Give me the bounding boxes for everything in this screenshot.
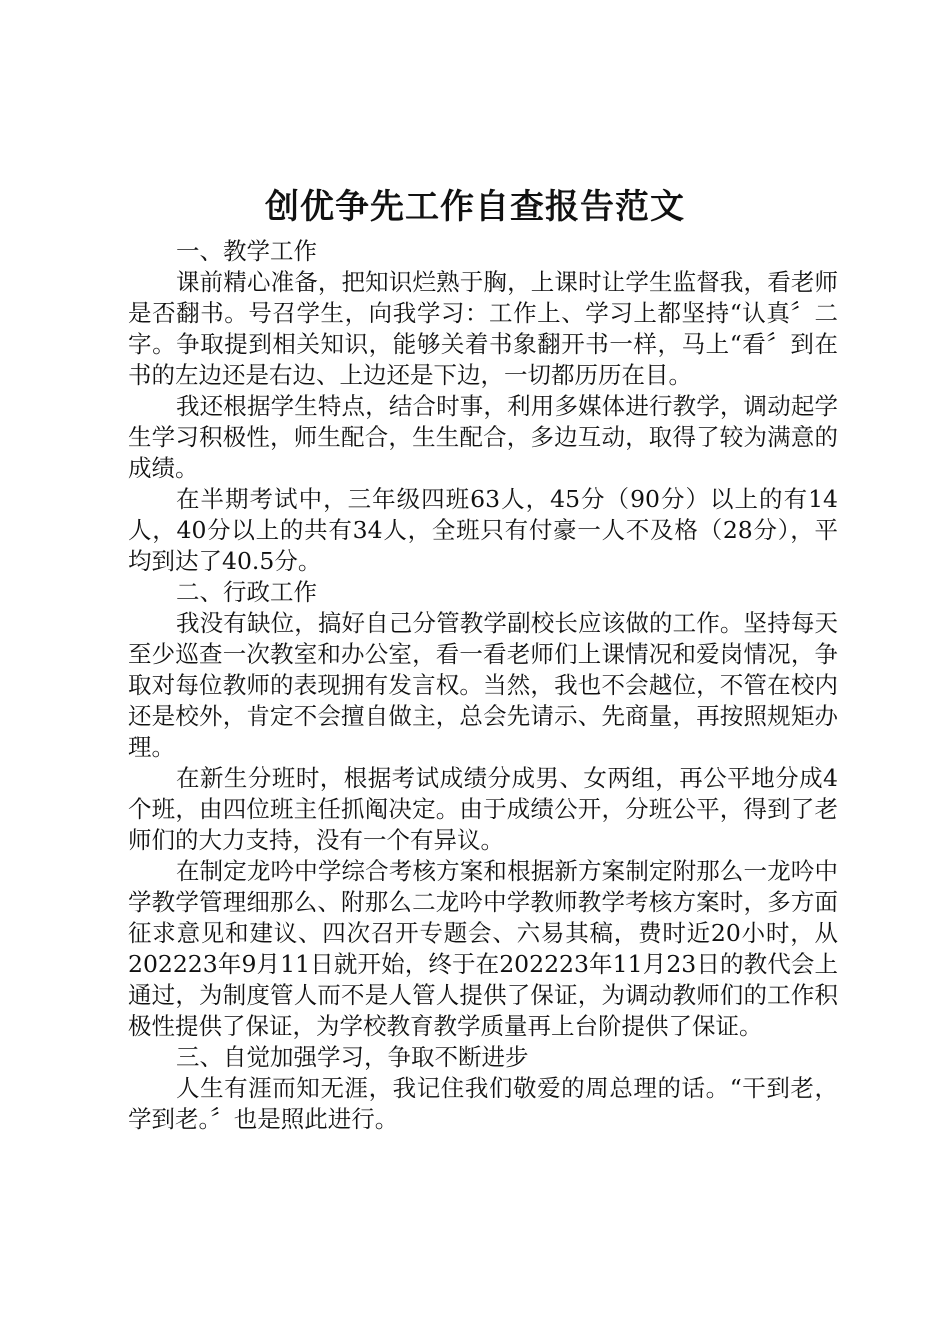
paragraph: 人生有涯而知无涯，我记住我们敬爱的周总理的话。“干到老，学到老。〞也是照此进行。 bbox=[128, 1074, 838, 1133]
document-title: 创优争先工作自查报告范文 bbox=[265, 187, 685, 227]
paragraph: 在新生分班时，根据考试成绩分成男、女两组，再公平地分成4个班，由四位班主任抓阄决定。由于成绩公开，分班公平，得到了老师们的大力支持，没有一个有异议。 bbox=[128, 764, 838, 854]
section-heading-teaching: 一、教学工作 bbox=[176, 237, 317, 265]
section-heading-administration: 二、行政工作 bbox=[176, 578, 317, 606]
paragraph: 课前精心准备，把知识烂熟于胸，上课时让学生监督我，看老师是否翻书。号召学生，向我学习：工作上、学习上都坚持“认真〞二字。争取提到相关知识，能够关着书象翻开书一样，马上“看〞到在书的左边还是右边、上边还是下边，一切都历历在目。 bbox=[128, 268, 838, 389]
paragraph: 在制定龙吟中学综合考核方案和根据新方案制定附那么一龙吟中学教学管理细那么、附那么二龙吟中学教师教学考核方案时，多方面征求意见和建议、四次召开专题会、六易其稿，费时近20小时，从202223年9月11日就开始，终于在202223年11月23日的教代会上通过，为制度管人而不是人管人提供了保证，为调动教师们的工作积极性提供了保证，为学校教育教学质量再上台阶提供了保证。 bbox=[128, 857, 838, 1040]
paragraph: 我没有缺位，搞好自己分管教学副校长应该做的工作。坚持每天至少巡查一次教室和办公室，看一看老师们上课情况和爱岗情况，争取对每位教师的表现拥有发言权。当然，我也不会越位，不管在校内还是校外，肯定不会擅自做主，总会先请示、先商量，再按照规矩办理。 bbox=[128, 609, 838, 761]
paragraph: 在半期考试中，三年级四班63人，45分（90分）以上的有14人，40分以上的共有34人，全班只有付豪一人不及格（28分），平均到达了40.5分。 bbox=[128, 485, 838, 575]
paragraph: 我还根据学生特点，结合时事，利用多媒体进行教学，调动起学生学习积极性，师生配合，生生配合，多边互动，取得了较为满意的成绩。 bbox=[128, 392, 838, 482]
section-heading-study: 三、自觉加强学习，争取不断进步 bbox=[176, 1043, 529, 1071]
document-body bbox=[128, 236, 838, 1135]
